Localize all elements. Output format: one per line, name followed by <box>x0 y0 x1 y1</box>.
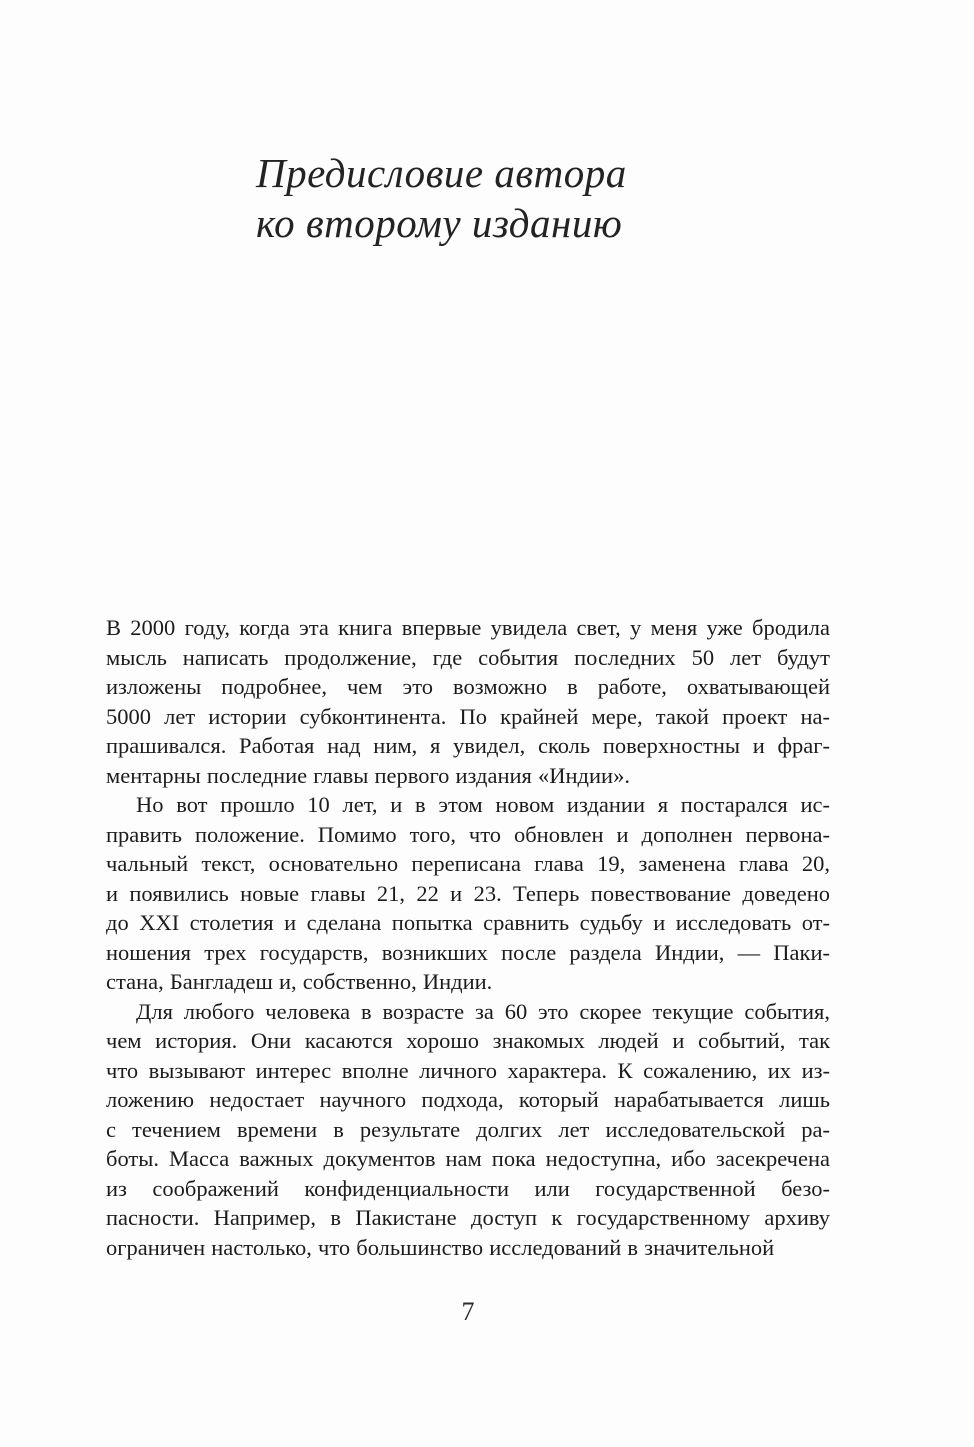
text-line: ложению недостает научного подхода, который нарабатывается лишь <box>106 1087 830 1112</box>
text-line: прашивался. Работая над ним, я увидел, сколь поверхностны и фраг- <box>106 733 830 758</box>
text-line: из соображений конфиденциальности или государственной безо- <box>106 1175 830 1201</box>
text-line: пасности. Например, в Пакистане доступ к государственному архиву <box>106 1205 830 1230</box>
text-line: 5000 лет истории субконтинента. По крайней мере, такой проект на- <box>106 703 830 729</box>
text-line: изложены подробнее, чем это возможно в работе, охватывающей <box>106 674 830 699</box>
chapter-title-line-1: Предисловие автора <box>256 150 627 196</box>
text-line: стана, Бангладеш и, собственно, Индии. <box>106 969 493 994</box>
text-line: до XXI столетия и сделана попытка сравнить судьбу и исследовать от- <box>106 910 830 935</box>
text-line: с течением времени в результате долгих лет исследовательской ра- <box>106 1116 830 1142</box>
text-line: чем история. Они касаются хорошо знакомых людей и событий, так <box>106 1028 830 1053</box>
text-line: боты. Масса важных документов нам пока недоступна, ибо засекречена <box>106 1146 830 1171</box>
text-line: мысль написать продолжение, где события последних 50 лет будут <box>106 644 830 670</box>
text-line: править положение. Помимо того, что обновлен и дополнен первона- <box>106 821 830 847</box>
chapter-title-line-2: ко второму изданию <box>256 200 623 246</box>
text-line: что вызывают интерес вполне личного характера. К сожалению, их из- <box>106 1057 830 1083</box>
text-line: ментарны последние главы первого издания «Индии». <box>106 762 630 788</box>
chapter-title <box>256 148 627 248</box>
text-line: ограничен настолько, что большинство исследований в значительной <box>106 1234 775 1260</box>
text-line: Для любого человека в возрасте за 60 это скорее текущие события, <box>136 998 830 1024</box>
text-line: чальный текст, основательно переписана глава 19, заменена глава 20, <box>106 851 830 876</box>
text-line: Но вот прошло 10 лет, и в этом новом издании я постарался ис- <box>136 792 830 817</box>
text-line: ношения трех государств, возникших после раздела Индии, — Паки- <box>106 939 830 965</box>
body-text <box>106 613 830 1262</box>
page-number: 7 <box>461 1297 475 1326</box>
paragraph <box>106 790 830 997</box>
text-line: и появились новые главы 21, 22 и 23. Теперь повествование доведено <box>106 880 830 906</box>
text-line: В 2000 году, когда эта книга впервые увидела свет, у меня уже бродила <box>106 615 830 640</box>
paragraph <box>106 997 830 1263</box>
paragraph <box>106 613 830 790</box>
